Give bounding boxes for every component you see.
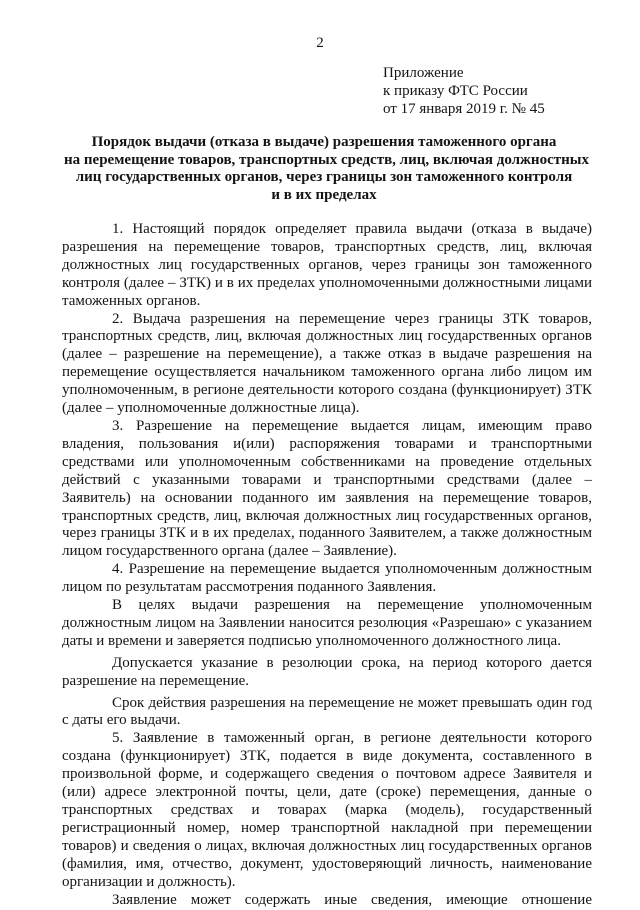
paragraph-4-resolution: В целях выдачи разрешения на перемещение уполномоченным должностным лицом на Заявлении наносится резолюция «Разрешаю» с указанием даты и времени и заверяется подписью уполномоченного должностного лица. xyxy=(62,597,592,649)
paragraph-1: 1. Настоящий порядок определяет правила выдачи (отказа в выдаче) разрешения на перемещение товаров, транспортных средств, лиц, включая должностных лиц государственных органов, через границы зон таможенного контроля (далее – ЗТК) и в их пределах уполномоченными должностными лицами таможенных органов. xyxy=(62,221,592,309)
appendix-label: Приложение xyxy=(383,65,464,81)
title-line: на перемещение товаров, транспортных средств, лиц, включая должностных xyxy=(64,151,589,168)
document-body xyxy=(62,221,592,910)
document-title xyxy=(64,134,589,204)
appendix-order-date: от 17 января 2019 г. № 45 xyxy=(383,101,545,117)
paragraph-4: 4. Разрешение на перемещение выдается уполномоченным должностным лицом по результатам рассмотрения поданного Заявления. xyxy=(62,561,592,596)
appendix-block xyxy=(383,64,545,118)
paragraph-5-continued: Заявление может содержать иные сведения, имеющие отношение xyxy=(112,891,592,908)
title-line: и в их пределах xyxy=(271,186,377,203)
paragraph-5: 5. Заявление в таможенный орган, в регионе деятельности которого создана (функционирует) ЗТК, подается в виде документа, составленного в произвольной форме, и содержащего сведения о почтовом адресе Заявителя и (или) адресе электронной почты, цели, дате (сроке) перемещения, данные о транспортных средствах и товарах (марка (модель), государственный регистрационный номер, номер транспортной накладной при перемещении товаров) и сведения о лицах, включая должностных лиц государственных органов (фамилия, имя, отчество, документ, удостоверяющий личность, наименование организации и должность). xyxy=(62,730,592,890)
paragraph-3: 3. Разрешение на перемещение выдается лицам, имеющим право владения, пользования и(или) распоряжения товарами и транспортными средствами или уполномоченным собственниками на проведение отдельных действий с указанными товарами и транспортными средствами (далее – Заявитель) на основании поданного им заявления на перемещение товаров, транспортных средств, лиц, включая должностных лиц государственных органов, через границы ЗТК и в их пределах, поданного Заявителем, а также должностным лицом государственного органа (далее – Заявление). xyxy=(62,417,592,560)
title-line: Порядок выдачи (отказа в выдаче) разрешения таможенного органа xyxy=(91,134,557,150)
appendix-order-ref: к приказу ФТС России xyxy=(383,83,528,99)
paragraph-4-validity: Срок действия разрешения на перемещение не может превышать один год с даты его выдачи. xyxy=(62,694,592,729)
paragraph-2: 2. Выдача разрешения на перемещение через границы ЗТК товаров, транспортных средств, лиц, включая должностных лиц государственных органов (далее – разрешение на перемещение), а также отказ в выдаче разрешения на перемещение осуществляется начальником таможенного органа либо лицом им уполномоченным, в регионе деятельности которого создана (функционирует) ЗТК (далее – уполномоченные должностные лица). xyxy=(62,310,592,417)
title-line: лиц государственных органов, через границы зон таможенного контроля xyxy=(75,169,573,185)
paragraph-4-term: Допускается указание в резолюции срока, на период которого дается разрешение на перемещение. xyxy=(62,654,592,689)
page-number: 2 xyxy=(316,35,324,51)
